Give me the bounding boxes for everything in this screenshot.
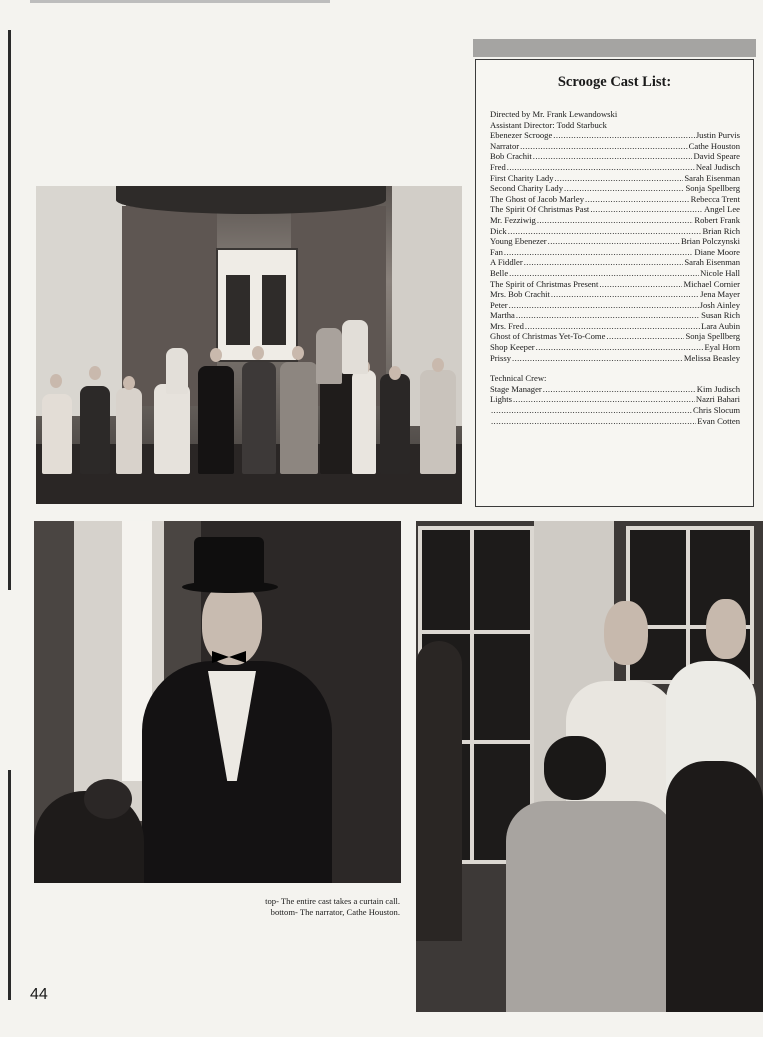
leader-dots: [491, 416, 696, 427]
leader-dots: [537, 215, 694, 226]
role-label: Bob Crachit: [490, 151, 532, 162]
role-label: Ebenezer Scrooge: [490, 130, 553, 141]
role-label: Prissy: [490, 352, 512, 363]
leader-dots: [548, 236, 680, 247]
actor-name: Chris Slocum: [692, 405, 740, 416]
cast-list-frame: [475, 59, 754, 507]
role-label: Mrs. Fred: [490, 320, 524, 331]
cast-list-header-band: [473, 39, 756, 57]
role-label: Martha: [490, 310, 515, 321]
role-label: Lights: [490, 394, 512, 405]
cast-list-box: [473, 39, 756, 509]
cast-row: [490, 279, 740, 290]
caption-top: top- The entire cast takes a curtain call.: [265, 896, 400, 906]
cast-row: [490, 247, 740, 258]
leader-dots: [509, 300, 699, 311]
cast-row: [490, 183, 740, 194]
leader-dots: [585, 194, 690, 205]
actor-name: Michael Cornier: [683, 278, 740, 289]
leader-dots: [507, 162, 695, 173]
actor-name: Justin Purvis: [695, 130, 740, 141]
actor-name: Sonja Spellberg: [685, 183, 740, 194]
crew-heading: Technical Crew:: [490, 373, 547, 384]
leader-dots: [533, 151, 693, 162]
crew-row: [490, 416, 740, 427]
role-label: Shop Keeper: [490, 342, 535, 353]
leader-dots: [590, 204, 703, 215]
actor-name: Diane Moore: [694, 246, 740, 257]
leader-dots: [553, 130, 695, 141]
role-label: Mrs. Bob Crachit: [490, 289, 550, 300]
cast-row: [490, 300, 740, 311]
actor-name: Brian Rich: [702, 225, 740, 236]
leader-dots: [543, 384, 696, 395]
cast-row: [490, 151, 740, 162]
cast-row: [490, 194, 740, 205]
leader-dots: [508, 226, 702, 237]
role-label: Dick: [490, 225, 507, 236]
leader-dots: [504, 247, 694, 258]
cast-row: [490, 310, 740, 321]
role-label: First Charity Lady: [490, 172, 554, 183]
leader-dots: [536, 342, 704, 353]
backstage-photo: [416, 521, 763, 1012]
actor-name: Rebecca Trent: [690, 193, 740, 204]
actor-name: Melissa Beasley: [683, 352, 740, 363]
cast-row: [490, 331, 740, 342]
leader-dots: [512, 353, 683, 364]
crew-row: [490, 394, 740, 405]
actor-name: Angel Lee: [703, 204, 740, 215]
crew-row: [490, 384, 740, 395]
actor-name: Sarah Eisenman: [684, 257, 740, 268]
cast-row: [490, 289, 740, 300]
actor-name: David Speare: [693, 151, 740, 162]
actor-name: Susan Rich: [701, 310, 740, 321]
role-label: The Spirit of Christmas Present: [490, 278, 599, 289]
leader-dots: [606, 331, 684, 342]
actor-name: Nazri Bahari: [695, 394, 740, 405]
role-label: Fan: [490, 246, 503, 257]
cast-row: [490, 162, 740, 173]
narrator-photo: [34, 521, 401, 883]
cast-row: [490, 321, 740, 332]
page-number: 44: [30, 986, 48, 1003]
cast-row: [490, 226, 740, 237]
leader-dots: [509, 268, 699, 279]
leader-dots: [524, 257, 684, 268]
cast-row: [490, 236, 740, 247]
crew-list: [490, 384, 740, 426]
actor-name: Eyal Horn: [704, 342, 740, 353]
cast-list-body: [490, 109, 740, 426]
cast-row: [490, 353, 740, 364]
leader-dots: [520, 141, 688, 152]
role-label: The Ghost of Jacob Marley: [490, 193, 585, 204]
cast-row: [490, 215, 740, 226]
director-line: Directed by Mr. Frank Lewandowski: [490, 109, 618, 119]
role-label: Stage Manager: [490, 383, 542, 394]
role-label: A Fiddler: [490, 257, 523, 268]
leader-dots: [516, 310, 700, 321]
cast-row: [490, 268, 740, 279]
page-edge-top: [30, 0, 330, 3]
role-label: Fred: [490, 161, 506, 172]
page-edge-left-lower: [8, 770, 11, 1000]
caption-bottom: bottom- The narrator, Cathe Houston.: [270, 907, 400, 917]
actor-name: Nicole Hall: [700, 267, 740, 278]
actor-name: Evan Cotten: [697, 415, 740, 426]
cast-curtain-call-photo: [36, 186, 462, 504]
actor-name: Neal Judisch: [695, 161, 740, 172]
role-label: The Spirit Of Christmas Past: [490, 204, 590, 215]
actor-name: Jena Mayer: [700, 289, 740, 300]
page-edge-left: [8, 30, 11, 590]
assistant-director-line: Assistant Director: Todd Starbuck: [490, 119, 607, 130]
actor-name: Josh Ainley: [699, 299, 740, 310]
cast-row: [490, 141, 740, 152]
actor-name: Cathe Houston: [688, 140, 740, 151]
leader-dots: [551, 289, 699, 300]
role-label: Ghost of Christmas Yet-To-Come: [490, 331, 606, 342]
cast-row: [490, 130, 740, 141]
role-label: Second Charity Lady: [490, 183, 564, 194]
actor-name: Robert Frank: [694, 214, 740, 225]
role-label: Young Ebenezer: [490, 236, 547, 247]
crew-row: [490, 405, 740, 416]
role-label: Mr. Fezziwig: [490, 214, 536, 225]
leader-dots: [599, 279, 682, 290]
role-label: Peter: [490, 299, 508, 310]
actor-name: Lara Aubin: [701, 320, 740, 331]
role-label: Belle: [490, 267, 509, 278]
leader-dots: [555, 173, 684, 184]
actor-name: Kim Judisch: [696, 383, 740, 394]
leader-dots: [564, 183, 684, 194]
leader-dots: [525, 321, 700, 332]
actor-name: Sarah Eisenman: [684, 172, 740, 183]
cast-row: [490, 204, 740, 215]
cast-list-title: Scrooge Cast List:: [557, 74, 672, 90]
cast-row: [490, 173, 740, 184]
actor-name: Sonja Spellberg: [685, 331, 740, 342]
leader-dots: [513, 394, 695, 405]
actor-name: Brian Polczynski: [681, 236, 740, 247]
leader-dots: [491, 405, 692, 416]
cast-row: [490, 257, 740, 268]
role-label: Narrator: [490, 140, 520, 151]
cast-row: [490, 342, 740, 353]
cast-roles-list: [490, 130, 740, 363]
photo-caption: [200, 896, 400, 918]
